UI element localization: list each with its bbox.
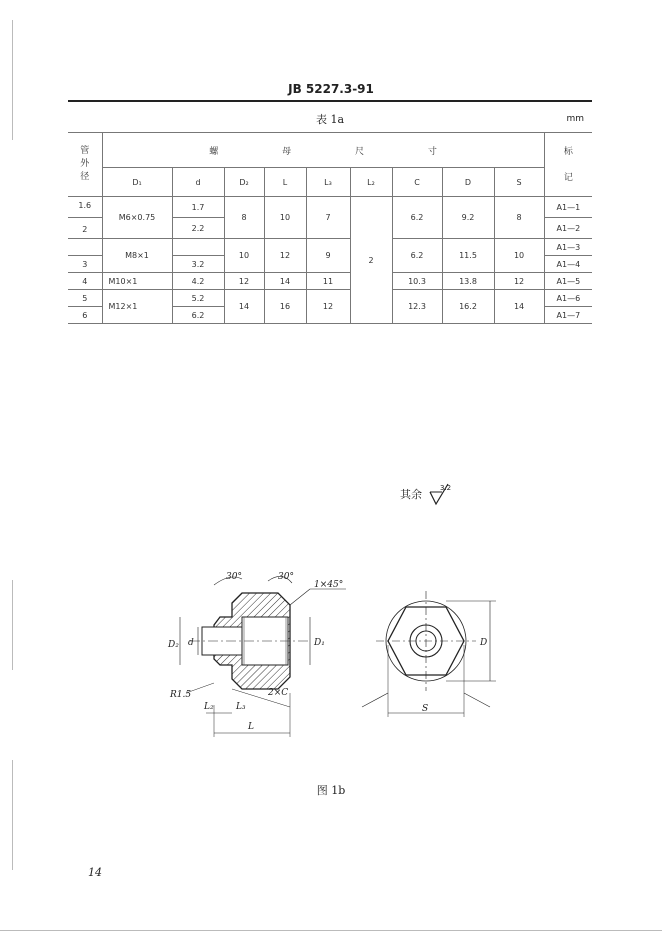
d-cell: 5.2 [172,290,224,307]
table-caption-bar [68,102,592,132]
d2-cell: 8 [224,197,264,239]
header-pipe-diameter: 管 外 径 [68,133,102,197]
header-marking: 标 记 [544,133,592,197]
mark-cell: A1—2 [544,218,592,239]
roughness-label: 其余 [400,488,422,501]
s-cell: 8 [494,197,544,239]
pipe-cell: 4 [68,273,102,290]
pipe-cell: 3 [68,256,102,273]
l3-cell: 12 [306,290,350,324]
c-cell: 10.3 [392,273,442,290]
d2-cell: 10 [224,239,264,273]
radius-label: R1.5 [170,690,192,700]
s-cell: 14 [494,290,544,324]
l3-cell: 7 [306,197,350,239]
mark-cell: A1—5 [544,273,592,290]
d-cell: 6.2 [172,307,224,324]
table-section [68,100,592,324]
l-cell: 10 [264,197,306,239]
d-cell: 4.2 [172,273,224,290]
mark-cell: A1—1 [544,197,592,218]
pipe-cell: 6 [68,307,102,324]
l3-cell: 9 [306,239,350,273]
big-d-cell: 11.5 [442,239,494,273]
pipe-cell-blank [68,239,102,256]
s-cell: 10 [494,239,544,273]
d-across-corners-label: D [480,638,488,648]
col-header-L2: L₂ [350,168,392,197]
col-header-d: d [172,168,224,197]
nut-dimensions-table [68,132,592,324]
l-dim-label: L [248,722,254,732]
d2-cell: 12 [224,273,264,290]
d-cell: 3.2 [172,256,224,273]
pipe-cell: 2 [68,218,102,239]
d1-cell: M8×1 [102,239,172,273]
d-cell-blank [172,239,224,256]
l3-dim-label: L₃ [236,702,246,712]
l2-cell: 2 [350,197,392,324]
d1-cell: M10×1 [102,273,172,290]
col-header-D: D [442,168,494,197]
scan-edge-mark [12,580,13,670]
header-group-char: 寸 [427,146,437,157]
c-dim-label: 2×C [268,688,289,698]
l-cell: 12 [264,239,306,273]
d2-dim-label: D₂ [168,640,179,650]
angle-left-label: 30° [226,572,242,582]
mark-cell: A1—7 [544,307,592,324]
roughness-note [400,482,456,508]
mark-cell: A1—3 [544,239,592,256]
roughness-symbol-icon [426,482,456,508]
c-cell: 6.2 [392,197,442,239]
col-header-D2: D₂ [224,168,264,197]
scan-edge-mark [12,20,13,140]
table-unit: mm [566,114,584,124]
col-header-C: C [392,168,442,197]
header-group-char: 母 [282,146,292,157]
pipe-cell: 5 [68,290,102,307]
hex-end-view [362,591,496,717]
header-group-char: 螺 [209,146,219,157]
pipe-cell: 1.6 [68,197,102,218]
col-header-L3: L₃ [306,168,350,197]
chamfer-label: 1×45° [314,580,344,590]
col-header-S: S [494,168,544,197]
section-view [180,576,346,737]
angle-right-label: 30° [278,572,294,582]
d-cell: 1.7 [172,197,224,218]
mark-cell: A1—4 [544,256,592,273]
page-number: 14 [88,866,102,879]
big-d-cell: 16.2 [442,290,494,324]
header-nut-dimensions [102,133,544,168]
l-cell: 14 [264,273,306,290]
d1-cell: M12×1 [102,290,172,324]
d1-dim-label: D₁ [314,638,325,648]
l3-cell: 11 [306,273,350,290]
s-cell: 12 [494,273,544,290]
header-group-char: 尺 [354,146,364,157]
l2-dim-label: L₂ [204,702,214,712]
d2-cell: 14 [224,290,264,324]
col-header-D1: D₁ [102,168,172,197]
document-number: JB 5227.3-91 [288,82,374,96]
mark-cell: A1—6 [544,290,592,307]
figure-caption: 图 1b [316,784,346,797]
s-across-flats-label: S [422,704,429,714]
scan-bottom-edge [0,930,662,931]
c-cell: 6.2 [392,239,442,273]
big-d-cell: 9.2 [442,197,494,239]
l-cell: 16 [264,290,306,324]
table-caption: 表 1a [315,113,345,126]
nut-drawing [150,565,510,750]
col-header-L: L [264,168,306,197]
d1-cell: M6×0.75 [102,197,172,239]
d-cell: 2.2 [172,218,224,239]
big-d-cell: 13.8 [442,273,494,290]
d-dim-label: d [188,638,194,648]
c-cell: 12.3 [392,290,442,324]
roughness-value: 3.2 [439,484,451,492]
scan-edge-mark [12,760,13,870]
